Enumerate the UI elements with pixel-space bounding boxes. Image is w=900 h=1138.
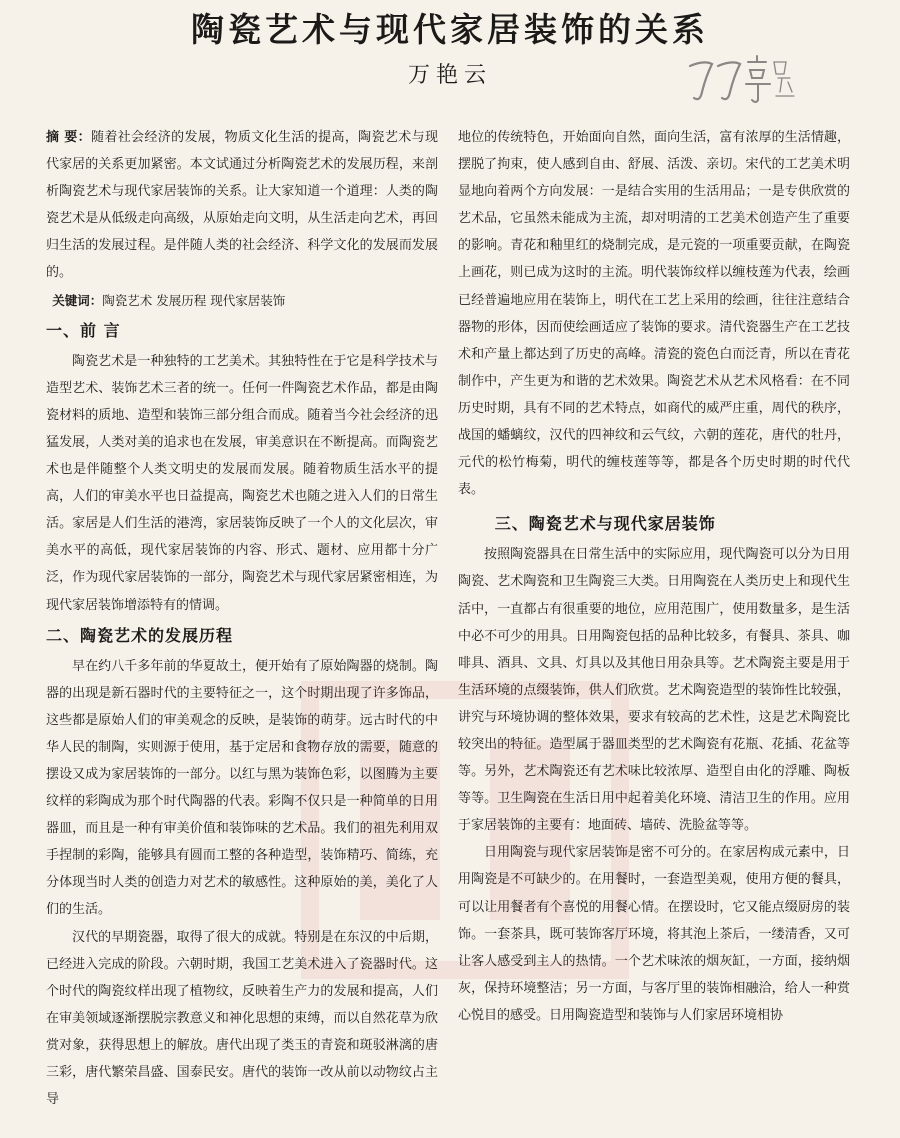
page-title: 陶瓷艺术与现代家居装饰的关系	[191, 10, 709, 49]
abstract-label: 摘 要：	[46, 130, 91, 145]
right-column	[458, 124, 850, 1132]
section-heading-preface: 一、前 言	[46, 320, 121, 340]
keywords-text: 陶瓷艺术 发展历程 现代家居装饰	[102, 292, 286, 308]
body-paragraph: 早在约八千多年前的华夏故土，便开始有了原始陶器的烧制。陶器的出现是新石器时代的主要特征之一，这个时期出现了许多饰品，这些都是原始人们的审美观念的反映，是装饰的萌芽。远古时代的中华人民的制陶，实则源于使用，基于定居和食物存放的需要，随意的摆设又成为家居装饰的一部分。以红与黑为装饰色彩，以图腾为主要纹样的彩陶成为那个时代陶器的代表。彩陶不仅只是一种简单的日用器皿，而且是一种有审美价值和装饰味的艺术品。我们的祖先利用双手捏制的彩陶，能够具有圆而工整的各种造型，装饰精巧、简练，充分体现当时人类的创造力对艺术的敏感性。这种原始的美，美化了人们的生活。	[46, 658, 438, 918]
body-paragraph: 按照陶瓷器具在日常生活中的实际应用，现代陶瓷可以分为日用陶瓷、艺术陶瓷和卫生陶瓷三大类。日用陶瓷在人类历史上和现代生活中，一直都占有很重要的地位，应用范围广，使用数量多，是生活中必不可少的用具。日用陶瓷包括的品种比较多，有餐具、茶具、咖啡具、酒具、文具、灯具以及其他日用杂具等。艺术陶瓷主要是用于生活环境的点缀装饰，供人们欣赏。艺术陶瓷造型的装饰性比较强，讲究与环境协调的整体效果，要求有较高的艺术性，这是艺术陶瓷比较突出的特征。造型属于器皿类型的艺术陶瓷有花瓶、花插、花盆等等。另外，艺术陶瓷还有艺术味比较浓厚、造型自由化的浮雕、陶板等等。卫生陶瓷在生活日用中起着美化环境、清洁卫生的作用。应用于家居装饰的主要有：地面砖、墙砖、洗脸盆等等。	[458, 547, 850, 834]
body-paragraph: 日用陶瓷与现代家居装饰是密不可分的。在家居构成元素中，日用陶瓷是不可缺少的。在用餐时，一套造型美观，使用方便的餐具，可以让用餐者有个喜悦的用餐心情。在摆设时，它又能点缀厨房的装饰。一套茶具，既可装饰客厅环境，将其泡上茶后，一缕清香，又可让客人感受到主人的热情。一个艺术味浓的烟灰缸，一方面，接纳烟灰，保持环境整洁；另一方面，与客厅里的装饰相融洽，给人一种赏心悦目的感受。日用陶瓷造型和装饰与人们家居环境相协	[458, 845, 850, 1023]
keywords	[46, 287, 438, 314]
author-name: 万艳云	[407, 63, 492, 88]
abstract	[46, 124, 438, 287]
handwritten-signature	[682, 52, 812, 112]
body-paragraph: 汉代的早期瓷器，取得了很大的成就。特别是在东汉的中后期，已经进入完成的阶段。六朝时期，我国工艺美术进入了瓷器时代。这个时代的陶瓷纹样出现了植物纹，反映着生产力的发展和提高，人们在审美领域逐渐摆脱宗教意义和神化思想的束缚，而以自然花草为欣赏对象，获得思想上的解放。唐代出现了类玉的青瓷和斑驳淋漓的唐三彩，唐代繁荣昌盛、国泰民安。唐代的装饰一改从前以动物纹占主导	[46, 929, 438, 1108]
body-paragraph-continued: 地位的传统特色，开始面向自然，面向生活，富有浓厚的生活情趣，摆脱了拘束，使人感到自由、舒展、活泼、亲切。宋代的工艺美术明显地向着两个方向发展：一是结合实用的生活用品；一是专供欣赏的艺术品，它虽然未能成为主流，却对明清的工艺美术创造产生了重要的影响。青花和釉里红的烧制完成，是元瓷的一项重要贡献，在陶瓷上画花，则已成为这时的主流。明代装饰纹样以缠枝莲为代表，绘画已经普遍地应用在装饰上，明代在工艺上采用的绘画，往往注意结合器物的形体，因而使绘画适应了装饰的要求。清代瓷器生产在工艺技术和产量上都达到了历史的高峰。清瓷的瓷色白而泛青，所以在青花制作中，产生更为和谐的艺术效果。陶瓷艺术从艺术风格看：在不同历史时期，具有不同的艺术特点，如商代的威严庄重，周代的秩序，战国的蟠螭纹，汉代的四神纹和云气纹，六朝的莲花，唐代的牡丹，元代的松竹梅菊，明代的缠枝莲等等，都是各个历史时期的时代代表。	[458, 130, 850, 498]
keywords-label: 关键词：	[52, 292, 103, 308]
left-column	[46, 124, 438, 1132]
body-paragraph: 陶瓷艺术是一种独特的工艺美术。其独特性在于它是科学技术与造型艺术、装饰艺术三者的统一。任何一件陶瓷艺术作品，都是由陶瓷材料的质地、造型和装饰三部分组合而成。随着当今社会经济的迅猛发展，人类对美的追求也在发展，审美意识在不断提高。而陶瓷艺术也是伴随整个人类文明史的发展而发展。随着物质生活水平的提高，人们的审美水平也日益提高，陶瓷艺术也随之进入人们的日常生活。家居是人们生活的港湾，家居装饰反映了一个人的文化层次，审美水平的高低，现代家居装饰的内容、形式、题材、应用都十分广泛，作为现代家居装饰的一部分，陶瓷艺术与现代家居紧密相连，为现代家居装饰增添特有的情调。	[46, 353, 438, 613]
abstract-text: 随着社会经济的发展，物质文化生活的提高，陶瓷艺术与现代家居的关系更加紧密。本文试通过分析陶瓷艺术的发展历程，来剖析陶瓷艺术与现代家居装饰的关系。让大家知道一个道理：人类的陶瓷艺术是从低级走向高级，从原始走向文明，从生活走向艺术，再回归生活的发展过程。是伴随人类的社会经济、科学文化的发展而发展的。	[46, 130, 438, 281]
section-heading-home-decor: 三、陶瓷艺术与现代家居装饰	[494, 514, 716, 534]
section-heading-history: 二、陶瓷艺术的发展历程	[46, 625, 234, 645]
